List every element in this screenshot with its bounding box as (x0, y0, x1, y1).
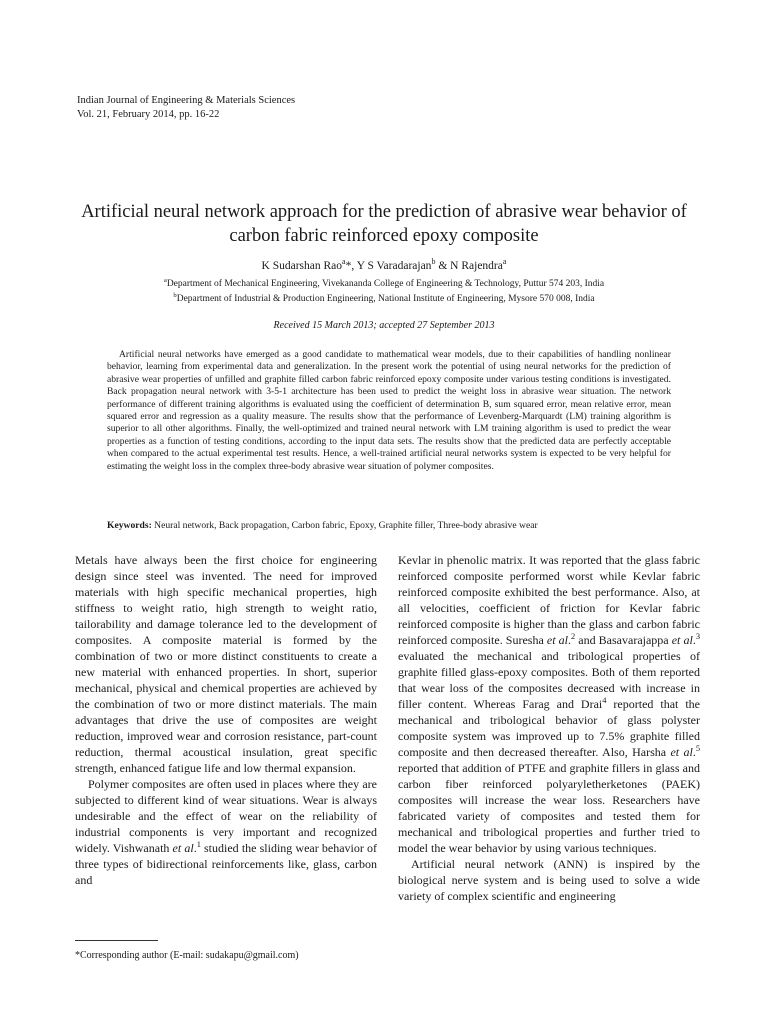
author-2-affil-mark: b (431, 257, 436, 267)
text-run: . (567, 633, 571, 647)
et-al: et al (546, 633, 568, 647)
text-run: . (193, 841, 197, 855)
citation-ref: 5 (695, 744, 700, 753)
title-line-1: Artificial neural network approach for the prediction of abrasive wear behavior of (81, 202, 687, 222)
affiliation-a-mark: a (163, 276, 167, 284)
journal-name: Indian Journal of Engineering & Materials Sciences (77, 95, 296, 106)
et-al: et al (172, 841, 194, 855)
journal-issue: Vol. 21, February 2014, pp. 16-22 (77, 109, 220, 120)
footnote-rule (75, 940, 158, 941)
paragraph: Metals have always been the first choice for engineering design since steel was invented. The need for improved materials with high specific mechanical properties, high stiffness to weight ratio, high strength to weight ratio, tailorability and damage tolerance led to the development of composites. A composite material is formed by the combination of two or more distinct constituents to create a new material with enhanced properties. In short, superior mechanical, physical and chemical properties are achieved by the combination of two or more distinct materials. The main advantages that drive the use of composites are weight reduction, improved wear and corrosion resistance, part-count reduction, thermal acoustical insulation, great specific strength, enhanced fatigue life and low thermal expansion. (75, 553, 377, 775)
text-run: reported that the mechanical and tribological behavior of glass polyster composite system was improved up to 7.5% graphite filled composite and then decreased thereafter. Also, Harsha (398, 697, 700, 759)
paragraph (398, 552, 700, 856)
paper-title (40, 200, 728, 248)
text-run: . (692, 745, 696, 759)
paragraph (75, 776, 377, 888)
body-column-left (75, 552, 377, 932)
keywords-text: Neural network, Back propagation, Carbon fabric, Epoxy, Graphite filler, Three-body abrasive wear (151, 520, 538, 531)
abstract: Artificial neural networks have emerged as a good candidate to mathematical wear models, due to their capabilities of handling nonlinear behavior, learning from experimental data and generalization. In the present work the potential of using neural networks for the prediction of abrasive wear properties of unfilled and graphite filled carbon fabric reinforced epoxy composite under various testing conditions is investigated. Back propagation neural network with 3-5-1 architecture has been used to predict the weight loss in abrasive wear situation. The network performance of different training algorithms is evaluated using the coefficient of determination B, sum squared error, mean relative error, mean squared error and regression as a quality measure. The results show that the performance of Levenberg-Marquardt (LM) training algorithm is superior to all other algorithms. Finally, the well-optimized and trained neural network with LM training algorithm is used to predict the wear properties as a function of testing conditions, according to the input data sets. The results show that the predicted data are perfectly acceptable when compared to the actual experimental test results. Hence, a well-trained artificial neural networks system is expected to be very helpful for estimating the weight loss in the complex three-body abrasive wear situation of polymer composites. (107, 349, 671, 472)
citation-ref: 4 (602, 696, 607, 705)
paragraph: Artificial neural network (ANN) is inspired by the biological nerve system and is being used to solve a wide variety of complex scientific and engineering (398, 857, 700, 903)
author-separator: & (435, 260, 451, 272)
text-run: studied the sliding wear behavior of three types of bidirectional reinforcements like, glass, carbon and (75, 841, 377, 887)
text-run: Kevlar in phenolic matrix. It was reported that the glass fabric reinforced composite performed worst while Kevlar fabric reinforced composite exhibited the best performance. Also, at all velocities, coefficient of friction for Kevlar fabric reinforced composite is higher than the glass and carbon fabric reinforced composite. Suresha (398, 553, 700, 647)
text-run: and Basavarajappa (575, 633, 672, 647)
keywords (107, 520, 671, 531)
affiliation-b (0, 291, 768, 304)
journal-header (77, 94, 295, 122)
text-run: reported that addition of PTFE and graphite fillers in glass and carbon fiber reinforced polyaryletherketones (PAEK) composites will increase the wear loss. Researchers have fabricated variety of composites and tested them for mechanical and tribological properties and further tried to model the wear behavior by using various techniques. (398, 761, 700, 855)
author-1-affil-mark: a (342, 257, 346, 267)
author-list (0, 257, 768, 272)
author-1: K Sudarshan Rao (261, 260, 343, 272)
citation-ref: 2 (570, 632, 576, 641)
affiliation-a-text: Department of Mechanical Engineering, Vivekananda College of Engineering & Technology, Puttur 574 203, India (166, 279, 605, 289)
received-accepted-dates: Received 15 March 2013; accepted 27 September 2013 (273, 320, 495, 331)
author-3: N Rajendra (450, 260, 503, 272)
text-run: . (692, 633, 696, 647)
author-2: Y S Varadarajan (356, 260, 432, 272)
affiliation-b-mark: b (173, 291, 177, 299)
corresponding-mark: *, (345, 260, 357, 272)
author-3-affil-mark: a (502, 257, 507, 267)
corresponding-author-footnote: *Corresponding author (E-mail: sudakapu@gmail.com) (75, 950, 299, 961)
et-al: et al (670, 745, 693, 759)
text-run: evaluated the mechanical and tribological properties of graphite filled glass-epoxy composites. Both of them reported that wear loss of the composites decreased with increase in filler content. Whereas Farag and Drai (398, 649, 700, 711)
citation-ref: 1 (196, 840, 201, 849)
keywords-label: Keywords: (107, 520, 152, 531)
affiliation-b-text: Department of Industrial & Production Engineering, National Institute of Engineering, Mysore 570 008, India (176, 294, 595, 304)
affiliation-a (0, 276, 768, 289)
et-al: et al (671, 633, 693, 647)
body-column-right (398, 552, 700, 964)
citation-ref: 3 (695, 632, 700, 641)
title-line-2: carbon fabric reinforced epoxy composite (229, 226, 539, 246)
text-run: Polymer composites are often used in places where they are subjected to different kind of wear situations. Wear is always undesirable and the effect of wear on the reliability of industrial components is very important and recognized widely. Vishwanath (75, 777, 377, 855)
